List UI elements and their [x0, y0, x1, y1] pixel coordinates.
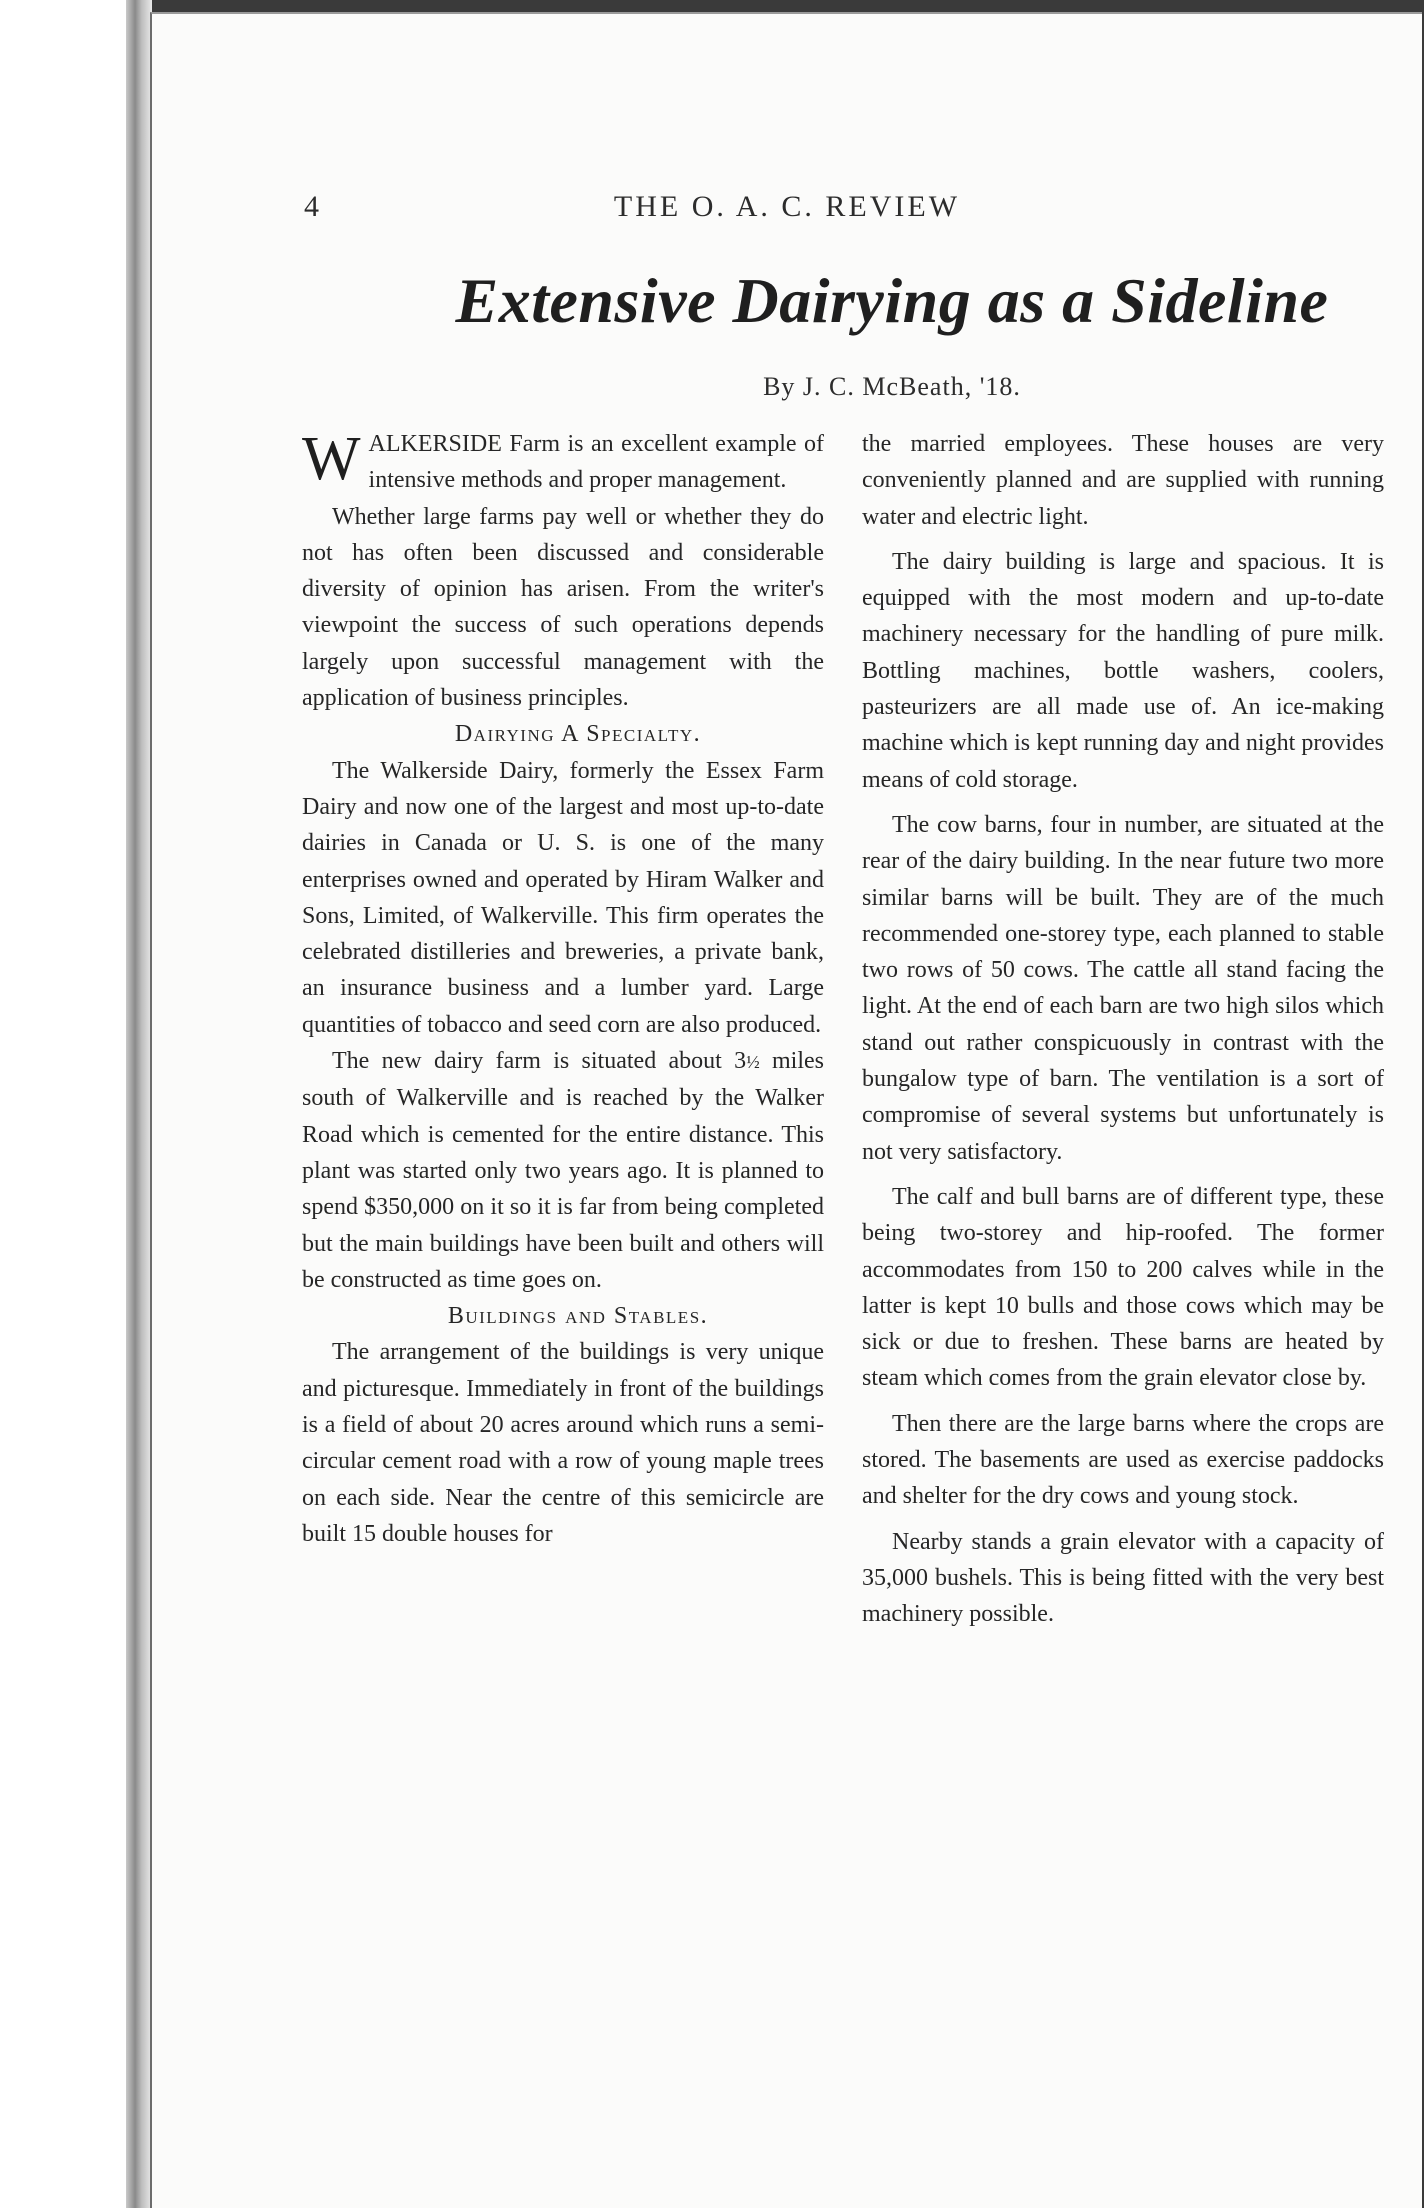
paragraph-text: miles south of Walkerville and is reached by the Walker Road which is cemented for the entire distance. This plant was started only two years ago. It is planned to spend $350,000 on it so it is far from being completed but the main buildings have been built and others will be constructed as time goes on. — [302, 1048, 825, 1293]
journal-title: THE O. A. C. REVIEW — [613, 190, 961, 223]
paragraph: The Walkerside Dairy, formerly the Essex Farm Dairy and now one of the largest and most up-to-date dairies in Canada or U. S. is one of the many enterprises owned and operated by Hiram Walker and Sons, Limited, of Walkerville. This firm operates the celebrated distilleries and breweries, a private bank, an insurance business and a lumber yard. Large quantities of tobacco and seed corn are also produced. — [302, 757, 824, 1038]
paragraph — [302, 1043, 824, 1298]
fraction: ½ — [746, 1052, 760, 1073]
article-title: Extensive Dairying as a Sideline — [455, 265, 1329, 336]
paragraph: The calf and bull barns are of different type, these being two-storey and hip-roofed. The former accommodates from 150 to 200 calves while in the latter is kept 10 bulls and those cows which may be sick or due to freshen. These barns are heated by steam which comes from the grain elevator close by. — [862, 1183, 1384, 1392]
paragraph: The cow barns, four in number, are situated at the rear of the dairy building. In the near future two more similar barns will be built. They are of the much recommended one-storey type, each planned to stable two rows of 50 cows. The cattle all stand facing the light. At the end of each barn are two high silos which stand out rather conspicuously in contrast with the bungalow type of barn. The ventilation is a sort of compromise of several systems but unfortunately is not very satisfactory. — [862, 811, 1384, 1165]
paragraph: The arrangement of the buildings is very unique and picturesque. Immediately in front of the buildings is a field of about 20 acres around which runs a semi-circular cement road with a row of young maple trees on each side. Near the centre of this semicircle are built 15 double houses for — [302, 1339, 824, 1547]
paragraph-text: The new dairy farm is situated about 3 — [332, 1048, 747, 1075]
paragraph: Nearby stands a grain elevator with a capacity of 35,000 bushels. This is being fitted with the very best machinery possible. — [862, 1528, 1384, 1628]
left-column — [302, 426, 824, 1552]
intro-text: ALKERSIDE Farm is an excellent example of intensive methods and proper management. — [368, 431, 824, 494]
page-spine-edge — [126, 0, 152, 2208]
paragraph: Then there are the large barns where the crops are stored. The basements are used as exercise paddocks and shelter for the dry cows and young stock. — [862, 1410, 1384, 1510]
page-header — [152, 190, 1422, 230]
drop-cap: W — [302, 425, 361, 493]
document-page — [150, 12, 1422, 2208]
article-byline: By J. C. McBeath, '18. — [763, 372, 1021, 401]
paragraph: The dairy building is large and spacious. It is equipped with the most modern and up-to-date machinery necessary for the handling of pure milk. Bottling machines, bottle washers, coolers, pasteurizers are all made use of. An ice-making machine which is kept running day and night provides means of cold storage. — [862, 548, 1384, 793]
page-number: 4 — [304, 190, 319, 223]
intro-paragraph — [302, 426, 824, 499]
paragraph: Whether large farms pay well or whether they do not has often been discussed and considerable diversity of opinion has arisen. From the writer's viewpoint the success of such operations depends largely upon successful management with the application of business principles. — [302, 503, 824, 712]
section-subhead: Buildings and Stables. — [447, 1303, 709, 1330]
left-margin — [0, 0, 140, 2208]
section-subhead: Dairying A Specialty. — [454, 721, 702, 748]
paragraph: the married employees. These houses are very conveniently planned and are supplied with running water and electric light. — [862, 431, 1384, 530]
right-column — [862, 426, 1384, 1633]
